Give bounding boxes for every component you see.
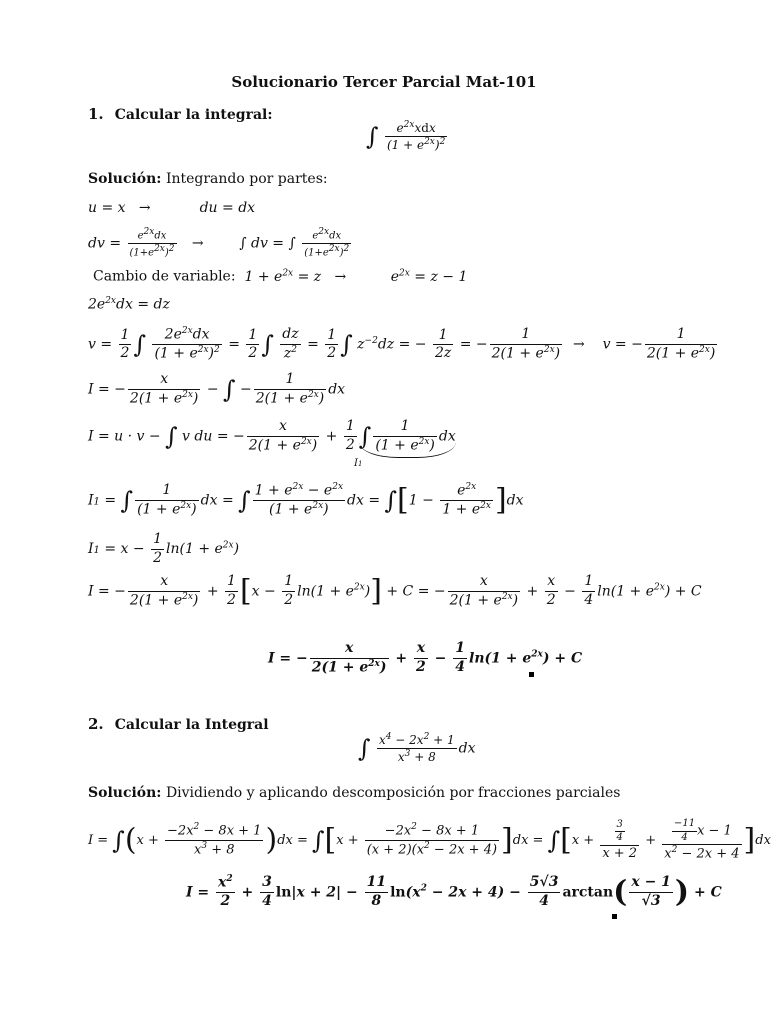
problem-1-number: 1. (88, 105, 104, 123)
equation-I1-result: I1 = x − $\frac{1}{2}$ $\ln(1 + e^{2x})$ (88, 531, 240, 566)
problem-2-number: 2. (88, 715, 104, 733)
qed-square-1 (529, 672, 534, 677)
change-of-variable-label: Cambio de variable: (93, 268, 236, 285)
problem-2-label: Calcular la Integral (114, 717, 269, 733)
problem-2-integral: ∫ $\frac{x^4 - 2x^2 + 1}{x^3 + 8}$ dx (358, 732, 476, 764)
problem-1-label: Calcular la integral: (114, 107, 273, 123)
page-title: Solucionario Tercer Parcial Mat-101 (231, 73, 537, 91)
equation-u-du: u = x → du = dx (88, 200, 256, 216)
equation-I-1: I = − $\frac{x}{2(1 + e^{2x})}$ − ∫ − $\frac{1}{2(1 + e^{2x})}$ dx (88, 371, 346, 407)
problem-2-solution-text: Dividiendo y aplicando descomposición por fracciones parciales (165, 785, 621, 801)
equation-I1: I1 = ∫ $\frac{1}{(1 + e^{2x})}$ dx = ∫ $\frac{1 + e^{2x} - e^{2x}}{(1 + e^{2x})}$ dx = ∫[1 − $\frac{e^{2x}}{1 + e^{2x}}$ ]dx (88, 482, 524, 518)
equation-v: v = $\frac{1}{2}$ ∫ $2e^{2x}dx$ $(1 + e^{2x})^2$ = $\frac{1}{2}$ ∫ $\frac{dz}{z^2}$ = $\frac{1}{2}$ ∫ $z^{-2}dz$ = − $\frac{1}{2z}$ = − $\frac{1}{2(1 + e^{2x})}$ → v = − $\frac{1}{2(1 + e^{2x})}$ (88, 326, 716, 362)
problem-1-solution-label: Solución: (88, 171, 162, 187)
problem-2-solution-label: Solución: (88, 785, 162, 801)
qed-square-2 (612, 914, 617, 919)
equation-I-partial-fractions: I = ∫(x + $\frac{-2x^2 - 8x + 1}{x^3 + 8}$ )dx = ∫[x + $\frac{-2x^2 - 8x + 1}{(x + 2)(x^2 - 2x + 4)}$ ]dx = ∫[x + $\frac{\frac{3}{4}}{x + 2}$ + $\frac{-11}{4}$ x − 1 $x^2 - 2x + 4$ ]dx (88, 818, 771, 862)
problem-2-header (88, 714, 269, 733)
change-of-variable-line: Cambio de variable: $1 + e^{2x} = z$ → $e^{2x} = z - 1$ (93, 268, 468, 285)
underbrace-label-I1: I1 (354, 458, 363, 469)
problem-1-final-result: I = − $\frac{x}{2(1 + e^{2x})}$ + $\frac{x}{2}$ − $\frac{1}{4}$ $\ln(1 + e^{2x}) + C$ (268, 640, 583, 676)
problem-1-header (88, 104, 273, 123)
equation-I-3: I = − $\frac{x}{2(1 + e^{2x})}$ + $\frac{1}{2}$ [x − $\frac{1}{2}$ $\ln(1 + e^{2x})] + C$ = − $\frac{x}{2(1 + e^{2x})}$ + $\frac{x}{2}$ − $\frac{1}{4}$ $\ln(1 + e^{2x}) + C$ (88, 573, 702, 609)
problem-1-solution-text: Integrando por partes: (165, 171, 328, 187)
equation-dv: dv = e2xdx (1+e2x)2 → ∫ dv = ∫ e2xdx (1+e2x)2 (88, 227, 350, 259)
problem-1-integral: ∫ $e^{2x}xdx$ $(1 + e^{2x})^2$ (366, 120, 446, 152)
problem-2-final-result: I = $\frac{x^2}{2}$ + $\frac{3}{4}$ ln|x + 2| − $\frac{11}{8}$ $\ln(x^2 - 2x + 4)$ − $\frac{5√3}{4}$ arctan( $\frac{x - 1}{√3}$ ) + C (186, 874, 722, 910)
equation-dz: $2e^{2x}dx$ = dz (88, 296, 170, 313)
problem-1-solution-line (88, 171, 328, 187)
equation-I-2: I = u · v − ∫ v du = − $\frac{x}{2(1 + e^{2x})}$ + $\frac{1}{2}$ ∫ $\frac{1}{(1 + e^{2x})}$ dx (88, 418, 456, 458)
problem-2-solution-line (88, 785, 620, 801)
